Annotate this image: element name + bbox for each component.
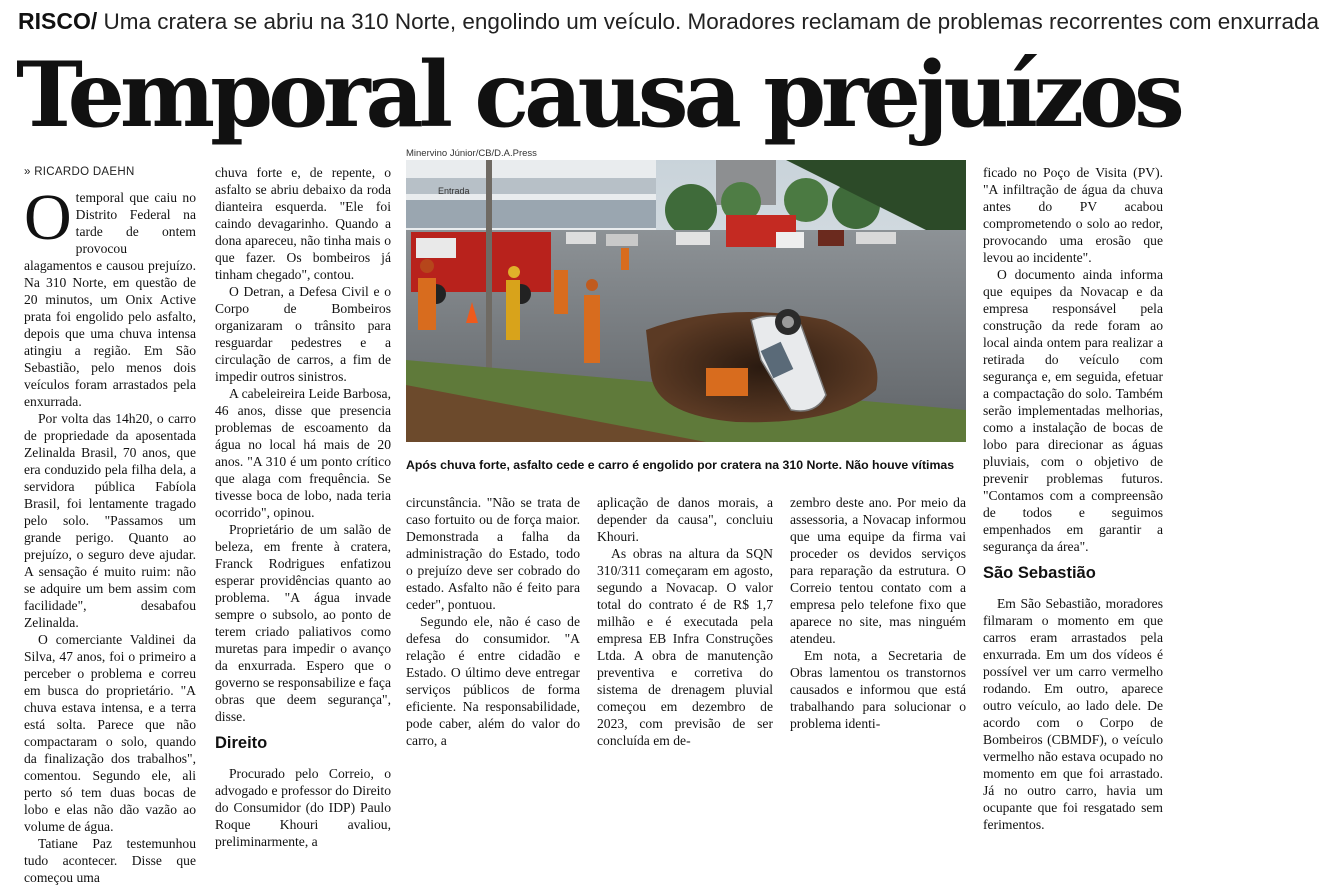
- paragraph: O comerciante Valdinei da Silva, 47 anos, foi o primeiro a perceber o problema e correu em busca do proprietário. "A chuva estava intensa, e a terra está solta. Parece que não compactaram o solo, quando da finalização dos trabalhos", comentou. Segundo ele, ali perto só tem duas bocas de lobo e elas não dão vazão ao volume de água.: [24, 632, 196, 834]
- column-2: [215, 164, 391, 850]
- kicker-tag: RISCO/: [18, 8, 98, 34]
- subhead-direito: Direito: [215, 734, 268, 752]
- store-sign: Entrada: [438, 186, 470, 196]
- headline: Temporal causa prejuízos: [16, 42, 1180, 148]
- kicker: [18, 4, 1319, 38]
- column-1: [24, 164, 196, 886]
- paragraph: ficado no Poço de Visita (PV). "A infiltração de água da chuva antes do PV acabou comprometendo o solo ao redor, provocando uma erosão que levou ao incidente".: [983, 165, 1163, 265]
- paragraph: Segundo ele, não é caso de defesa do consumidor. "A relação é entre cidadão e Estado. O último deve entregar serviços públicos de forma eficiente. Na responsabilidade, pode caber, além do valor do carro, a: [406, 614, 580, 748]
- paragraph: Em São Sebastião, moradores filmaram o momento em que carros eram arrastados pela enxurrada. Em um dos vídeos é possível ver um carro vermelho rodando. Em outro, aparece outro veículo, ao lado dele. De acordo com o Corpo de Bombeiros (CBMDF), o veículo vermelho não estava ocupado no momento em que foi arrastado. Já no outro carro, havia um ocupante que foi resgatado sem ferimentos.: [983, 596, 1163, 832]
- column-3: [406, 494, 580, 749]
- subhead-sao-sebastiao: São Sebastião: [983, 564, 1096, 582]
- lead-paragraph: [24, 181, 196, 410]
- column-6: [983, 164, 1163, 833]
- paragraph: zembro deste ano. Por meio da assessoria, a Novacap informou que uma equipe da firma vai proceder os devidos serviços para reparação da estrutura. O Correio tentou contato com a empresa pelo telefone fixo que aparece no site, mas ninguém atendeu.: [790, 495, 966, 646]
- paragraph: aplicação de danos morais, a depender da causa", concluiu Khouri.: [597, 495, 773, 544]
- photo-credit: Minervino Júnior/CB/D.A.Press: [406, 148, 537, 159]
- paragraph: O Detran, a Defesa Civil e o Corpo de Bombeiros organizaram o trânsito para resguardar pedestres e a circulação de carros, a fim de impedir outros sinistros.: [215, 284, 391, 384]
- paragraph: As obras na altura da SQN 310/311 começaram em agosto, segundo a Novacap. O valor total do contrato é de R$ 1,7 milhão e é executada pela empresa EB Infra Construções Ltda. A obra de manutenção preventiva e corretiva do sistema de drenagem pluvial começou em dezembro de 2023, com previsão de ser concluída em de-: [597, 546, 773, 748]
- paragraph: A cabeleireira Leide Barbosa, 46 anos, disse que presencia problemas de escoamento da água no local há mais de 20 anos. "A 310 é um ponto crítico que alaga com frequência. Se tivesse boca de lobo, nada teria ocorrido", opinou.: [215, 386, 391, 520]
- paragraph: Por volta das 14h20, o carro de propriedade da aposentada Zelinalda Brasil, 70 anos, que era conduzido pela filha dela, a servidora pública Fabíola Brasil, foi lentamente tragado pelo solo. "Passamos um grande perigo. Quanto ao prejuízo, o seguro deve ajudar. A sensação é muito ruim: não se adquire um bem assim com facilidade", desabafou Zelinalda.: [24, 411, 196, 630]
- news-photo: [406, 160, 966, 442]
- column-4: [597, 494, 773, 749]
- paragraph: chuva forte e, de repente, o asfalto se abriu debaixo da roda dianteira esquerda. "Ele foi caindo devagarinho. Quando a dona apareceu, não tinha mais o que fazer. Os bombeiros já tinham chegado", contou.: [215, 165, 391, 282]
- paragraph: Tatiane Paz testemunhou tudo acontecer. Disse que começou uma: [24, 836, 196, 885]
- photo-caption: Após chuva forte, asfalto cede e carro é engolido por cratera na 310 Norte. Não houve vítimas: [406, 458, 955, 472]
- byline: » RICARDO DAEHN: [24, 166, 135, 178]
- column-5: [790, 494, 966, 732]
- paragraph: Em nota, a Secretaria de Obras lamentou os transtornos causados e informou que está trabalhando para solucionar o problema identi-: [790, 648, 966, 731]
- kicker-text: Uma cratera se abriu na 310 Norte, engolindo um veículo. Moradores reclamam de problemas recorrentes com enxurrada: [97, 9, 1319, 34]
- crater-photo-illustration: [406, 160, 966, 442]
- paragraph: Proprietário de um salão de beleza, em frente à cratera, Franck Rodrigues enfatizou esperar providências quanto ao problema. "A água invade sempre o subsolo, ao ponto de terem criado paliativos como muretas para impedir o avanço da enxurrada. Espero que o governo se responsabilize e faça obras que deem segurança", disse.: [215, 522, 391, 724]
- dropcap: O: [24, 181, 72, 254]
- paragraph: O documento ainda informa que equipes da Novacap e da empresa responsável pela construção da rede foram ao local ainda ontem para realizar a retirada do veículo com segurança e, em seguida, efetuar a compactação do solo. Também serão implementadas melhorias, como a instalação de bocas de lobo para direcionar as águas pluviais, com o objetivo de prevenir problemas futuros. "Contamos com a compreensão de todos e seguimos empenhados em garantir a segurança da área".: [983, 267, 1163, 554]
- paragraph: circunstância. "Não se trata de caso fortuito ou de força maior. Demonstrada a falha da administração do Estado, todo o prejuízo deve ser cobrado do estado. Asfalto não é feito para ceder", pontuou.: [406, 495, 580, 612]
- lead-text: temporal que caiu no Distrito Federal na tarde de ontem provocou alagamentos e causou prejuízo. Na 310 Norte, em questão de 20 minutos, um Onix Active prata foi engolido pelo asfalto, depois que uma chuva intensa atingiu a região. Em São Sebastião, pelo menos dois veículos foram arrastados pela enxurrada.: [24, 190, 196, 409]
- paragraph: Procurado pelo Correio, o advogado e professor do Direito do Consumidor (do IDP) Paulo Roque Khouri avaliou, preliminarmente, a: [215, 766, 391, 849]
